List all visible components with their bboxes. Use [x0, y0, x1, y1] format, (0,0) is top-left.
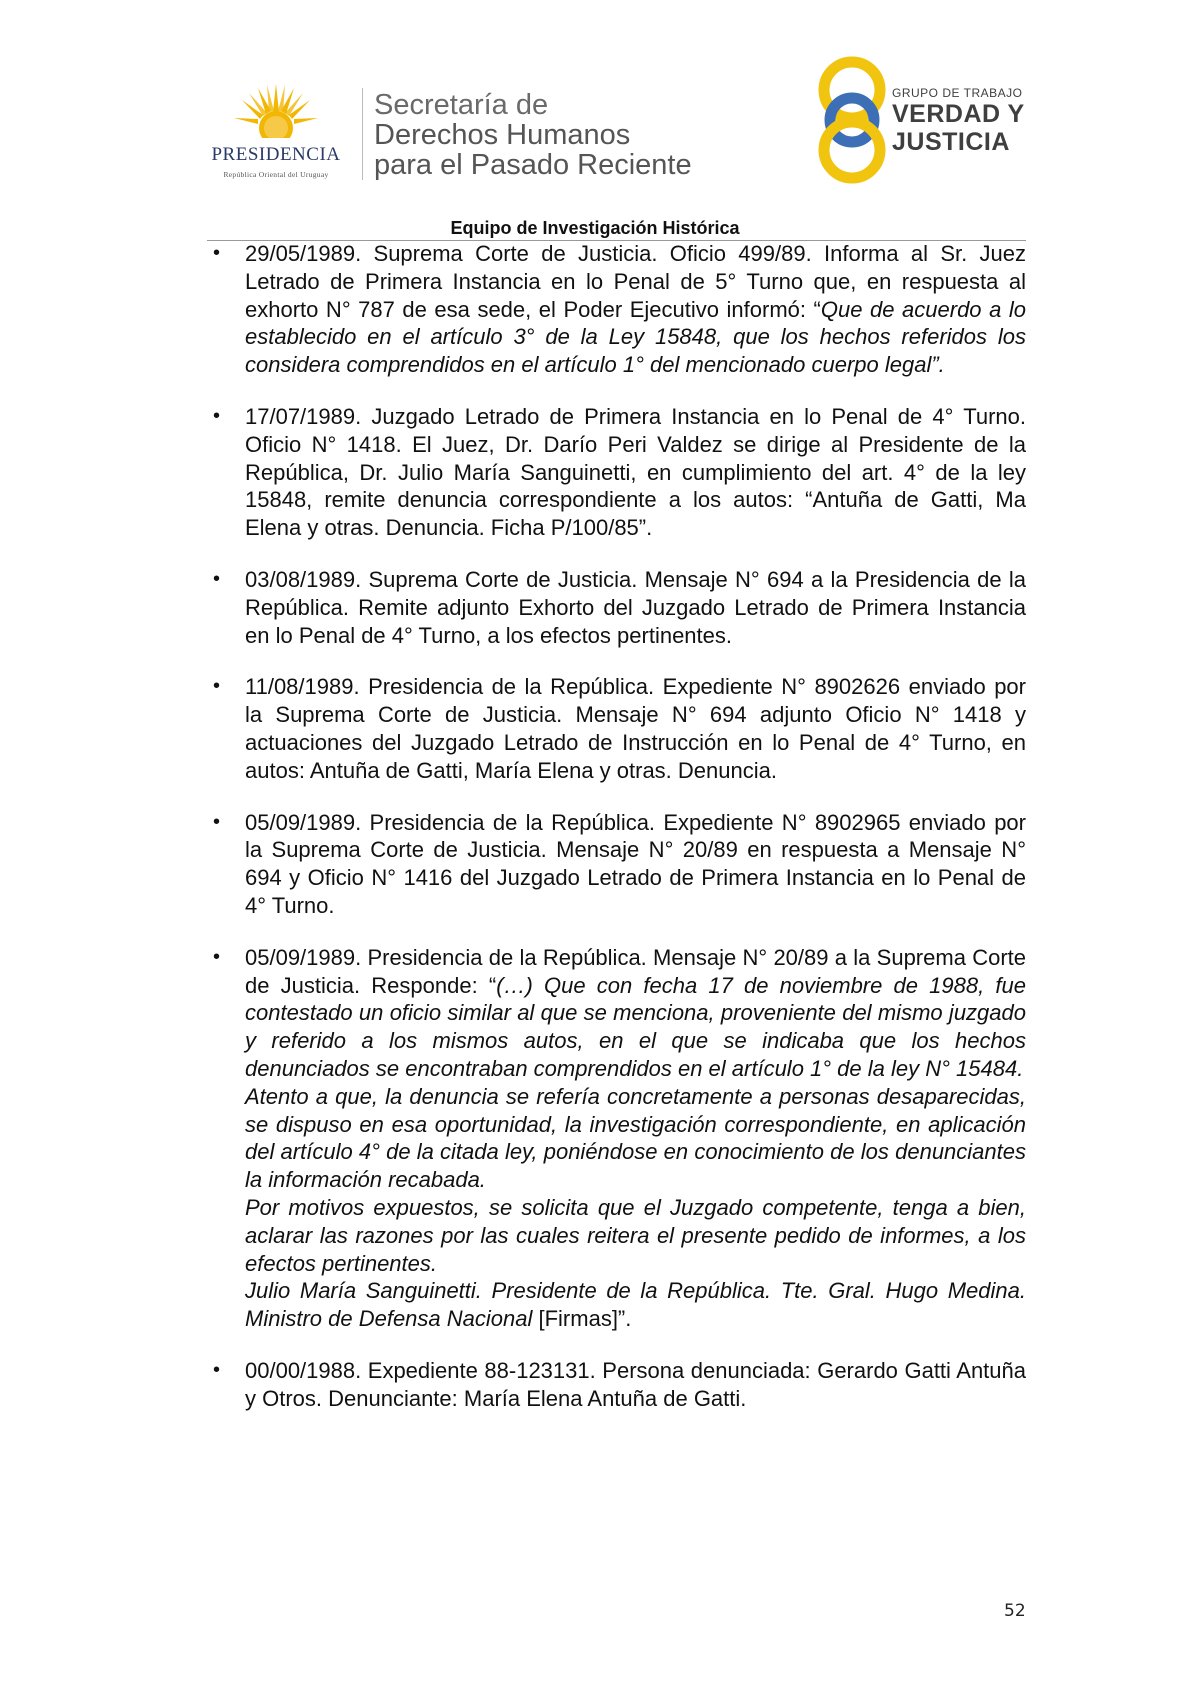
presidencia-subtitle: República Oriental del Uruguay: [223, 170, 329, 179]
quote-paragraph-3: Por motivos expuestos, se solicita que el Juzgado competente, tenga a bien, aclarar las razones por las cuales reitera el presente pedido de informes, a los efectos pertinentes.: [245, 1194, 1026, 1276]
verdad-justicia-logo: [816, 56, 1026, 184]
header-divider: [362, 88, 363, 180]
list-item: [207, 240, 1026, 379]
team-title: Equipo de Investigación Histórica: [450, 218, 740, 238]
gtvj-small-text: GRUPO DE TRABAJO: [892, 86, 1023, 100]
bullet-icon: •: [213, 1358, 221, 1381]
gtvj-line-2: JUSTICIA: [892, 128, 1010, 156]
bullet-icon: •: [213, 404, 221, 427]
bullet-icon: •: [213, 675, 221, 698]
list-item: [207, 673, 1026, 784]
list-item: [207, 566, 1026, 649]
sun-icon: [232, 82, 320, 152]
bullet-icon: •: [213, 567, 221, 590]
gtvj-line-1: VERDAD Y: [892, 100, 1025, 128]
entry-text: 03/08/1989. Suprema Corte de Justicia. Mensaje N° 694 a la Presidencia de la República. Remite adjunto Exhorto del Juzgado Letrado de Primera Instancia en lo Penal de 4° Turno, a los efectos pertinentes.: [245, 566, 1026, 648]
secretaria-line-3: para el Pasado Reciente: [374, 149, 692, 181]
bullet-icon: •: [213, 945, 221, 968]
secretaria-line-1: Secretaría de: [374, 89, 549, 121]
list-item: [207, 1357, 1026, 1413]
entry-text: 29/05/1989. Suprema Corte de Justicia. Oficio 499/89. Informa al Sr. Juez Letrado de Primera Instancia en lo Penal de 5° Turno que, en respuesta al exhorto N° 787 de esa sede, el Poder Ejecutivo informó: “Que de acuerdo a lo establecido en el artículo 3° de la Ley 15848, que los hechos referidos los considera comprendidos en el artículo 1° del mencionado cuerpo legal”.: [245, 241, 1026, 378]
page-header: [0, 0, 1190, 238]
secretaria-line-2: Derechos Humanos: [374, 119, 631, 151]
presidencia-wordmark: PRESIDENCIA: [211, 144, 341, 165]
entry-text: 11/08/1989. Presidencia de la República. Expediente N° 8902626 enviado por la Suprema Corte de Justicia. Mensaje N° 694 adjunto Oficio N° 1418 y actuaciones del Juzgado Letrado de Instrucción en lo Penal de 4° Turno, en autos: Antuña de Gatti, María Elena y otras. Denuncia.: [245, 674, 1026, 783]
chronology-list: [207, 240, 1026, 1436]
list-item: [207, 403, 1026, 542]
secretaria-title: [374, 90, 692, 180]
list-item: [207, 809, 1026, 920]
entry-text: 05/09/1989. Presidencia de la República. Mensaje N° 20/89 a la Suprema Corte de Justicia. Responde: “(…) Que con fecha 17 de noviembre de 1988, fue contestado un oficio similar al que se menciona, proveniente del mismo juzgado y referido a los mismos autos, en el que se indicaba que los hechos denunciados se encontraban comprendidos en el artículo 1° de la ley N° 15484.: [245, 944, 1026, 1081]
entry-text: 05/09/1989. Presidencia de la República. Expediente N° 8902965 enviado por la Suprema Corte de Justicia. Mensaje N° 20/89 en respuesta a Mensaje N° 694 y Oficio N° 1416 del Juzgado Letrado de Primera Instancia en lo Penal de 4° Turno.: [245, 809, 1026, 918]
quote-paragraph-2: Atento a que, la denuncia se refería concretamente a personas desaparecidas, se dispuso en esa oportunidad, la investigación correspondiente, en aplicación del artículo 4° de la citada ley, poniéndose en conocimiento de los denunciantes la información recabada.: [245, 1083, 1026, 1193]
entry-text: 17/07/1989. Juzgado Letrado de Primera Instancia en lo Penal de 4° Turno. Oficio N° 1418. El Juez, Dr. Darío Peri Valdez se dirige al Presidente de la República, Dr. Julio María Sanguinetti, en cumplimiento del art. 4° de la ley 15848, remite denuncia correspondiente a los autos: “Antuña de Gatti, Ma Elena y otras. Denuncia. Ficha P/100/85”.: [245, 403, 1026, 541]
bullet-icon: •: [213, 810, 221, 833]
entry-text: 00/00/1988. Expediente 88-123131. Persona denunciada: Gerardo Gatti Antuña y Otros. Denunciante: María Elena Antuña de Gatti.: [245, 1357, 1026, 1411]
page-number: 52: [1004, 1601, 1026, 1621]
presidencia-logo: [196, 82, 356, 182]
rings-icon: [816, 56, 888, 184]
list-item: [207, 944, 1026, 1333]
gtvj-wordmark: [892, 86, 1025, 156]
quote-signatures: Julio María Sanguinetti. Presidente de la República. Tte. Gral. Hugo Medina. Ministro de Defensa Nacional [Firmas]”.: [245, 1278, 1026, 1332]
bullet-icon: •: [213, 242, 221, 264]
